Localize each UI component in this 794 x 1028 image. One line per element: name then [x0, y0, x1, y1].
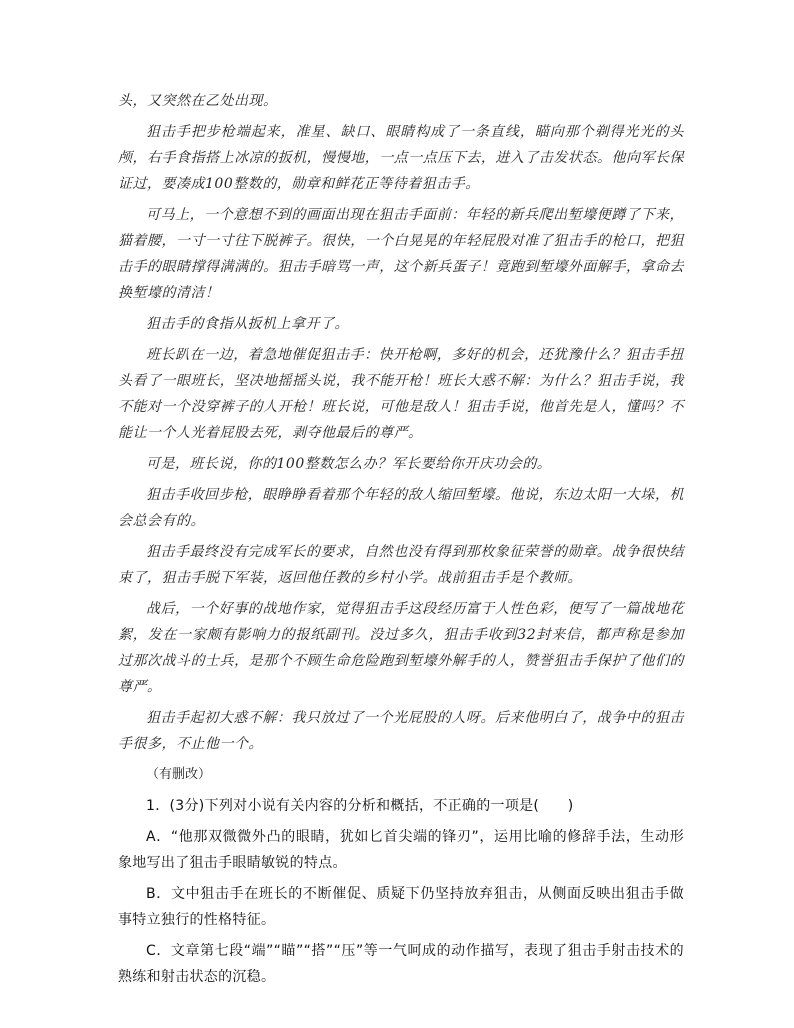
story-paragraph: 狙击手最终没有完成军长的要求，自然也没有得到那枚象征荣誉的勋章。战争很快结束了，狙击手脱下军装，返回他任教的乡村小学。战前狙击手是个教师。 [118, 544, 684, 586]
story-paragraph: 狙击手起初大惑不解：我只放过了一个光屁股的人呀。后来他明白了，战争中的狙击手很多，不止他一个。 [118, 710, 684, 752]
story-paragraph: 狙击手把步枪端起来，准星、缺口、眼睛构成了一条直线，瞄向那个剃得光光的头颅，右手食指搭上冰凉的扳机，慢慢地，一点一点压下去，进入了击发状态。他向军长保证过，要凑成100整数的，勋章和鲜花正等待着狙击手。 [118, 124, 684, 192]
question-block [118, 793, 684, 990]
source-note: （有删改） [146, 767, 212, 782]
story-paragraph: 战后，一个好事的战地作家，觉得狙击手这段经历富于人性色彩，便写了一篇战地花絮，发在一家颇有影响力的报纸副刊。没过多久，狙击手收到32封来信，都声称是参加过那次战斗的士兵，是那个不顾生命危险跑到堑壕外解手的人，赞誉狙击手保护了他们的尊严。 [118, 601, 684, 695]
story-paragraph: 头，又突然在乙处出现。 [118, 93, 278, 109]
story-paragraph: 班长趴在一边，着急地催促狙击手：快开枪啊，多好的机会，还犹豫什么？狙击手扭头看了一眼班长，坚决地摇摇头说，我不能开枪！班长大惑不解：为什么？狙击手说，我不能对一个没穿裤子的人开枪！班长说，可他是敌人！狙击手说，他首先是人，懂吗？不能让一个人光着屁股去死，剥夺他最后的尊严。 [118, 347, 684, 441]
story-paragraph: 可马上，一个意想不到的画面出现在狙击手面前：年轻的新兵爬出堑壕便蹲了下来，猫着腰，一寸一寸往下脱裤子。很快，一个白晃晃的年轻屁股对准了狙击手的枪口，把狙击手的眼睛撑得满满的。狙击手暗骂一声，这个新兵蛋子！竟跑到堑壕外面解手，拿命去换堑壕的清洁！ [118, 207, 684, 301]
story-paragraph: 狙击手的食指从扳机上拿开了。 [146, 316, 349, 332]
question-stem: 1．(3分)下列对小说有关内容的分析和概括，不正确的一项是( ) [146, 798, 574, 814]
option-b: B．文中狙击手在班长的不断催促、质疑下仍坚持放弃狙击，从侧面反映出狙击手做事特立独行的性格特征。 [118, 886, 684, 928]
story-paragraph: 可是，班长说，你的100整数怎么办？军长要给你开庆功会的。 [146, 456, 552, 472]
story-text [118, 88, 684, 757]
option-a: A．“他那双微微外凸的眼睛，犹如匕首尖端的锋刃”，运用比喻的修辞手法，生动形象地写出了狙击手眼睛敏锐的特点。 [118, 829, 684, 871]
story-paragraph: 狙击手收回步枪，眼睁睁看着那个年轻的敌人缩回堑壕。他说，东边太阳一大垛，机会总会有的。 [118, 487, 684, 529]
option-c: C．文章第七段“端”“瞄”“搭”“压”等一气呵成的动作描写，表现了狙击手射击技术的熟练和射击状态的沉稳。 [118, 943, 684, 985]
document-content [118, 88, 684, 995]
